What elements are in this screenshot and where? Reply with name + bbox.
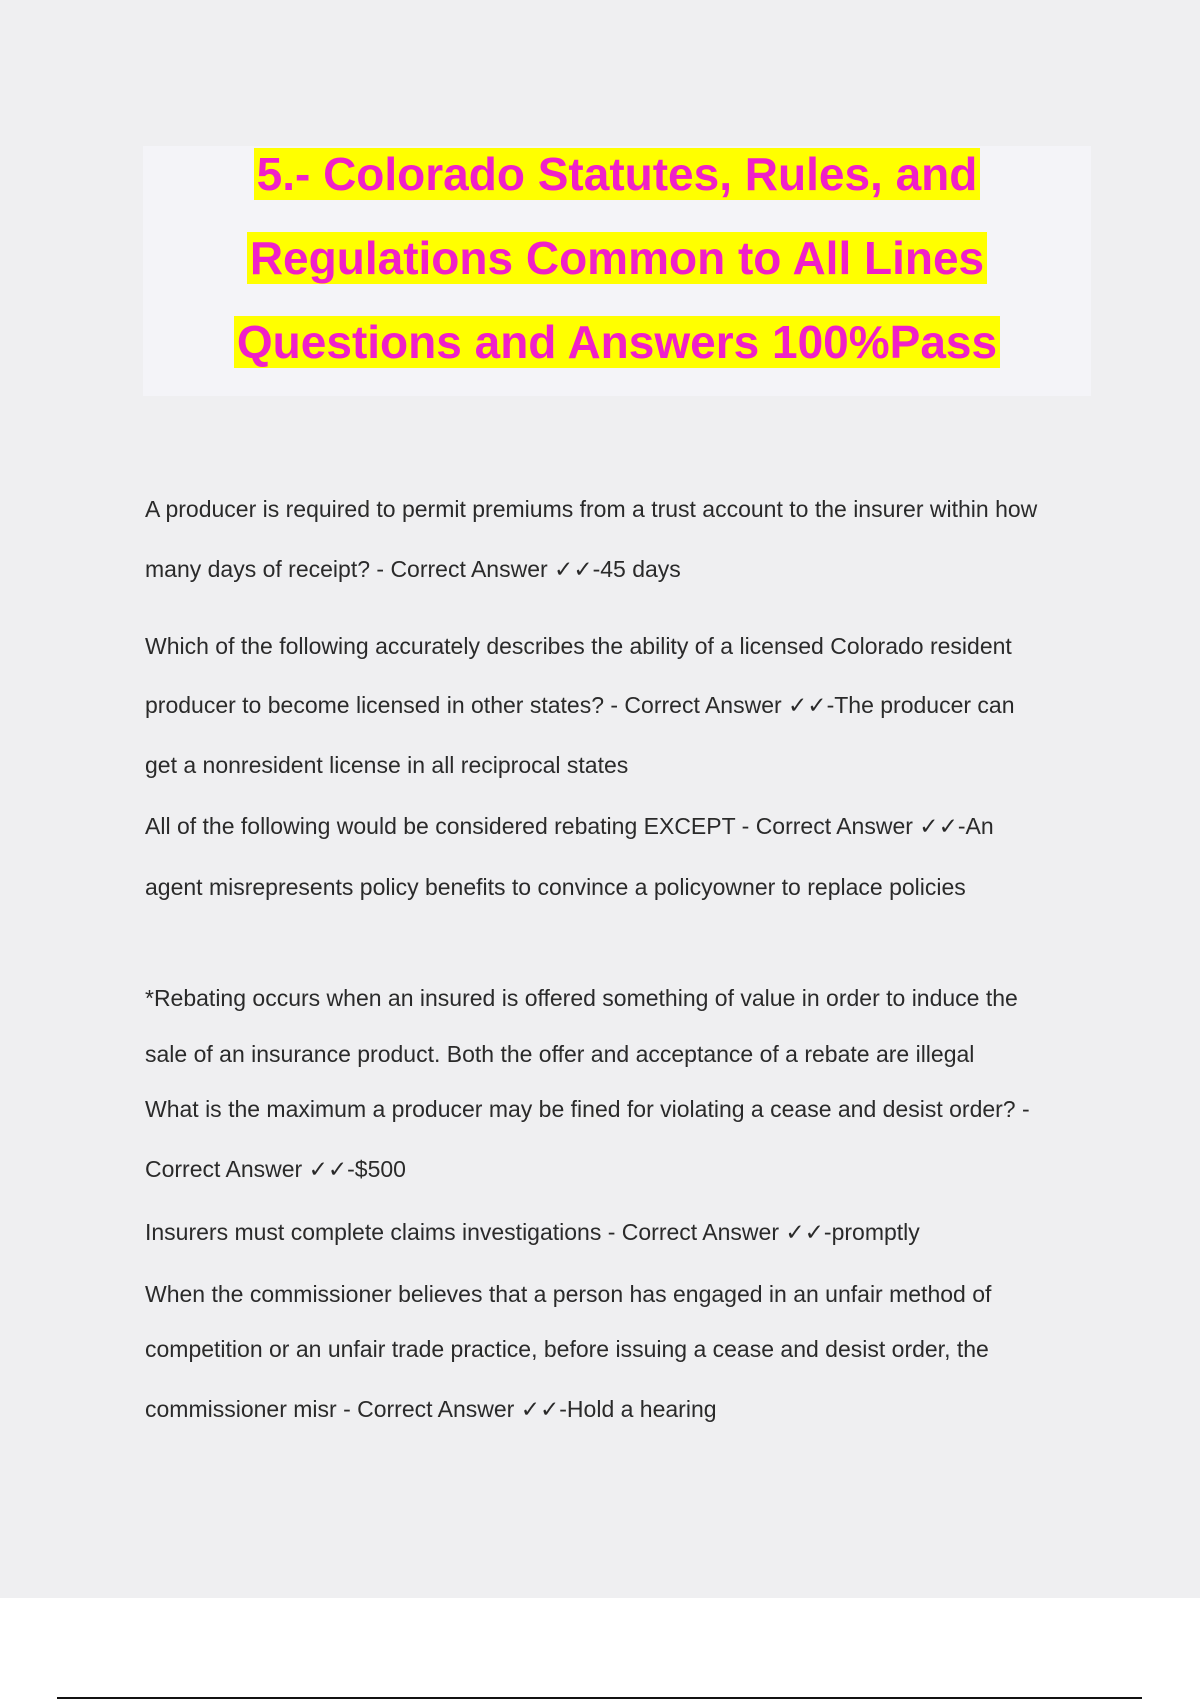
qa-text-line: Correct Answer ✓✓-$500 bbox=[145, 1156, 406, 1182]
qa-text-line: What is the maximum a producer may be fined for violating a cease and desist order? - bbox=[145, 1096, 1030, 1122]
qa-text-line: Insurers must complete claims investigations - Correct Answer ✓✓-promptly bbox=[145, 1219, 920, 1245]
qa-text-line: producer to become licensed in other states? - Correct Answer ✓✓-The producer can bbox=[145, 692, 1015, 718]
qa-text-line: A producer is required to permit premiums from a trust account to the insurer within how bbox=[145, 496, 1038, 522]
qa-text-line: commissioner misr - Correct Answer ✓✓-Hold a hearing bbox=[145, 1396, 717, 1422]
title-line-1: 5.- Colorado Statutes, Rules, and bbox=[143, 146, 1091, 202]
qa-text-line: sale of an insurance product. Both the offer and acceptance of a rebate are illegal bbox=[145, 1041, 975, 1067]
qa-text-line: *Rebating occurs when an insured is offered something of value in order to induce the bbox=[145, 985, 1018, 1011]
title-block bbox=[143, 146, 1091, 396]
qa-text-line: Which of the following accurately describes the ability of a licensed Colorado resident bbox=[145, 633, 1012, 659]
title-line-2: Regulations Common to All Lines bbox=[143, 230, 1091, 286]
qa-text-line: When the commissioner believes that a person has engaged in an unfair method of bbox=[145, 1281, 992, 1307]
qa-text-line: many days of receipt? - Correct Answer ✓✓-45 days bbox=[145, 556, 681, 582]
title-line-3: Questions and Answers 100%Pass bbox=[143, 314, 1091, 370]
qa-text-line: competition or an unfair trade practice, before issuing a cease and desist order, the bbox=[145, 1336, 989, 1362]
qa-text-line: get a nonresident license in all reciprocal states bbox=[145, 752, 629, 778]
footer-divider bbox=[57, 1697, 1142, 1699]
qa-text-line: All of the following would be considered rebating EXCEPT - Correct Answer ✓✓-An bbox=[145, 813, 994, 839]
qa-text-line: agent misrepresents policy benefits to convince a policyowner to replace policies bbox=[145, 874, 966, 900]
